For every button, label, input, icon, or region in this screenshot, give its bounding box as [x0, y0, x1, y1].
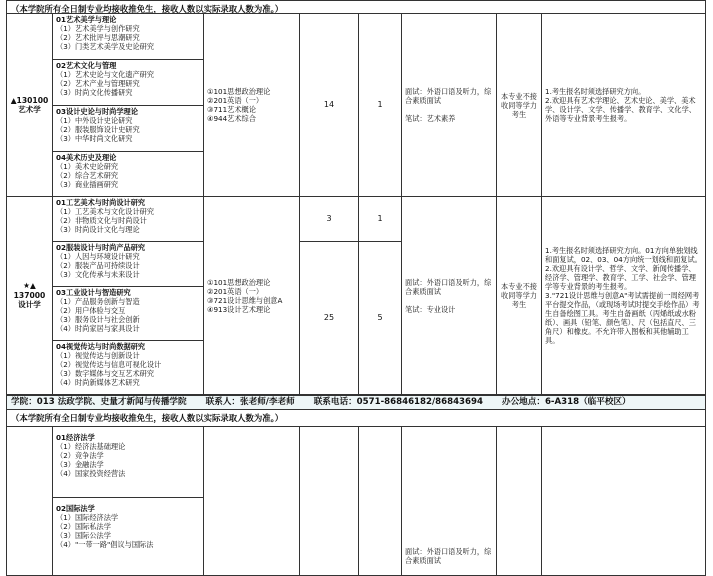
push-count: 1	[358, 13, 402, 197]
direction-item: （4）时尚新媒体艺术研究	[56, 378, 140, 387]
direction-item: （1）产品服务创新与智造	[56, 297, 140, 306]
plan-count	[299, 426, 359, 576]
section-note: （本学院所有全日制专业均接收推免生，接收人数以实际录取人数为准。）	[6, 0, 706, 14]
exam-subjects-text: ①101思想政治理论 ②201英语（一） ③721设计思维与创意A ④913设计艺术理论	[207, 277, 283, 314]
direction-item: （3）数字媒体与交互艺术研究	[56, 369, 155, 378]
direction-item: （2）视觉传达与信息可视化设计	[56, 360, 162, 369]
direction-block	[52, 196, 204, 242]
college-info-banner	[6, 395, 706, 409]
push-count	[358, 426, 402, 576]
direction-item: （1）艺术史论与文化遗产研究	[56, 70, 155, 79]
direction-block	[52, 59, 204, 106]
direction-item: （2）非物质文化与时尚设计	[56, 216, 147, 225]
direction-block	[52, 151, 204, 197]
college-name: 学院：013 法政学院、史量才新闻与传播学院	[11, 397, 187, 407]
direction-item: （4）"一带一路"倡议与国际法	[56, 540, 154, 549]
direction-item: （3）门类艺术美学及史论研究	[56, 42, 155, 51]
remarks-text: 1.考生报名时须选择研究方向。 2.欢迎具有艺术学理论、艺术史论、美学、美术学、设计学、文学、传播学、教育学、文化学、外语等专业背景考生报考。	[545, 87, 696, 123]
direction-item: （2）艺术批评与思潮研究	[56, 33, 140, 42]
direction-item: （2）服装服饰设计史研究	[56, 125, 140, 134]
retest-text: 面试：外语口语及听力，综合素质面试	[405, 547, 492, 565]
retest-text: 面试：外语口语及听力，综合素质面试 笔试：专业设计	[405, 277, 492, 314]
direction-item: （3）服务设计与社会创新	[56, 315, 140, 324]
direction-item: （1）美术史论研究	[56, 162, 119, 171]
exam-subjects-text: ①101思想政治理论 ②201英语（一） ③711艺术概论 ④944艺术综合	[207, 87, 271, 123]
remarks	[541, 13, 706, 197]
major-code-law	[6, 426, 53, 576]
exam-subjects	[203, 196, 300, 395]
direction-block	[52, 497, 204, 576]
direction-item: （4）时尚家居与家具设计	[56, 324, 140, 333]
remarks	[541, 426, 706, 576]
direction-item: （3）中华时尚文化研究	[56, 134, 133, 143]
push-count: 5	[358, 241, 402, 395]
direction-item: （3）时尚设计文化与理论	[56, 225, 140, 234]
same-level-policy: 本专业不接收同等学力考生	[496, 13, 542, 197]
direction-title: 01工艺美术与时尚设计研究	[56, 198, 146, 207]
retest-subjects	[401, 13, 497, 197]
direction-block	[52, 340, 204, 395]
direction-title: 03设计史论与时尚学理论	[56, 107, 138, 116]
direction-item: （1）经济法基础理论	[56, 442, 126, 451]
section-note: （本学院所有全日制专业均接收推免生，接收人数以实际录取人数为准。）	[6, 409, 706, 427]
direction-title: 04美术历史及理论	[56, 153, 117, 162]
exam-subjects	[203, 13, 300, 197]
retest-subjects	[401, 426, 497, 576]
direction-block	[52, 241, 204, 287]
direction-block	[52, 286, 204, 341]
retest-text: 面试：外语口语及听力，综合素质面试 笔试：艺术素养	[405, 87, 492, 123]
direction-item: （3）文化传承与未来设计	[56, 270, 140, 279]
direction-item: （3）金融法学	[56, 460, 104, 469]
direction-title: 01艺术美学与理论	[56, 15, 117, 24]
direction-item: （2）服装产品可持续设计	[56, 261, 140, 270]
direction-item: （4）国家投资经营法	[56, 469, 126, 478]
push-count: 1	[358, 196, 402, 242]
direction-title: 01经济法学	[56, 433, 95, 442]
plan-count: 14	[299, 13, 359, 197]
contact-person: 联系人：张老师/李老师	[205, 397, 295, 407]
direction-item: （2）用户体验与交互	[56, 306, 126, 315]
same-level-policy	[496, 426, 542, 576]
direction-title: 02国际法学	[56, 504, 95, 513]
direction-item: （1）人因与环境设计研究	[56, 252, 140, 261]
direction-title: 02艺术文化与管理	[56, 61, 117, 70]
direction-title: 03工业设计与智造研究	[56, 288, 131, 297]
direction-title: 04视觉传达与时尚数据研究	[56, 342, 146, 351]
major-code-design: ★▲ 137000 设计学	[6, 196, 53, 395]
direction-item: （1）工艺美术与文化设计研究	[56, 207, 155, 216]
direction-title: 02服装设计与时尚产品研究	[56, 243, 146, 252]
contact-phone: 联系电话：0571-86846182/86843694	[313, 397, 483, 407]
direction-item: （1）国际经济法学	[56, 513, 119, 522]
direction-item: （1）艺术美学与创作研究	[56, 24, 140, 33]
direction-item: （1）视觉传达与创新设计	[56, 351, 140, 360]
direction-item: （3）国际公法学	[56, 531, 111, 540]
direction-item: （2）竞争法学	[56, 451, 104, 460]
direction-block	[52, 105, 204, 152]
exam-subjects	[203, 426, 300, 576]
direction-item: （2）艺术产业与管理研究	[56, 79, 140, 88]
direction-item: （1）中外设计史论研究	[56, 116, 133, 125]
office-address: 办公地点：6-A318（临平校区）	[501, 397, 631, 407]
remarks-text: 1.考生报名时须选择研究方向。01方向单独划线和面复试，02、03、04方向统一划线和面复试。 2.欢迎具有设计学、哲学、文学、新闻传播学、经济学、管理学、教育学、工学、社会学、管理学等专业背景的考生报考。 3."721设计思维与创意A"考试需提前一周经网考平台提交作品，（或现场考试时提交手绘作品）考生自备绘图工具。考生自备画纸（丙烯纸或水粉纸）、画具（铅笔、颜色笔）、尺（包括直尺、三角尺）和橡皮。不允许带入图板和其他辅助工具。	[545, 246, 702, 345]
plan-count: 25	[299, 241, 359, 395]
direction-block	[52, 13, 204, 60]
direction-item: （3）时尚文化传播研究	[56, 88, 133, 97]
direction-item: （3）商业插画研究	[56, 180, 119, 189]
direction-block	[52, 426, 204, 498]
major-code-art: ▲130100 艺术学	[6, 13, 53, 197]
same-level-policy: 本专业不接收同等学力考生	[496, 196, 542, 395]
direction-item: （2）综合艺术研究	[56, 171, 119, 180]
plan-count: 3	[299, 196, 359, 242]
retest-subjects	[401, 196, 497, 395]
remarks	[541, 196, 706, 395]
direction-item: （2）国际私法学	[56, 522, 111, 531]
